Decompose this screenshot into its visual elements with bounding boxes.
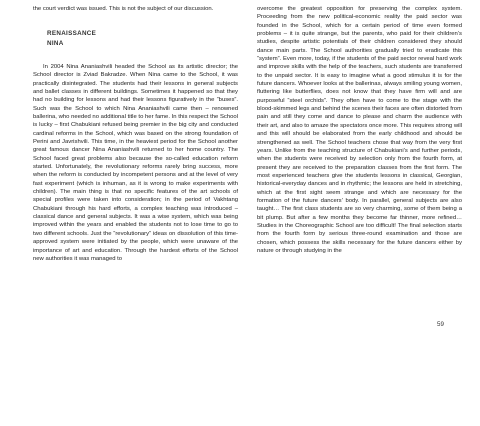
left-opening-paragraph: the court verdict was issued. This is not the subject of our discussion. bbox=[33, 6, 214, 12]
right-column bbox=[257, 5, 462, 255]
left-body-paragraph: In 2004 Nina Ananiashvili headed the School as its artistic director; the School director is Zviad Bakradze. When Nina came to the School, it was practically disintegrated. The students had their lessons in general subjects and ballet classes in different buildings. Sometimes it happened so that they had no building for lessons and had their lessons figuratively in the “buses”. Such was the School to which Nina Ananiashvili came then – renowned ballerina, who needed no additional title to her fame. In this respect the School is lucky – first Chabukiani refused being premier in the big city and conducted cardinal reforms in the School, which was based on the strong foundation of Perini and Javrishvili. This time, in the heaviest period for the School another great famous dancer Nina Ananiashvili returned to her home country. The School faced great problems also because the so-called education reform started. Unfortunately, the revolutionary reforms rarely bring success, more when the reform is conducted by incompetent persons and at the level of very fast experiment (which is inhuman, as it is wrong to make experiments with children). The main thing is that no specific features of the art schools of special profiles were taken into consideration; in the period of Vakhtang Chabukiani through his hard efforts, a complex teaching was introduced – classical dance and general subjects. It was a wise system, which was being improved within the years and enabled the students not to lose time to go to two different schools. Just the “revolutionary” ideas on dissolution of this time-approved system were initiated by the people, which were unaware of the importance of art and education. Through the hardest efforts of the School new authorities it was managed to bbox=[33, 63, 238, 262]
page-number: 59 bbox=[437, 321, 444, 328]
left-column bbox=[33, 5, 238, 263]
section-heading-line-1: RENAISSANCE bbox=[47, 30, 97, 38]
section-heading bbox=[33, 29, 238, 49]
right-body-paragraph: overcome the greatest opposition for preserving the complex system. Proceeding from the new political-economic reality the paid sector was founded in the School, which for a certain period of time even formed problems – it is quite strange, but the parents, who paid for their children’s studies, despite artistic potentials of their children considered they should dance main parts. The School authorities gradually tried to eradicate this “system”. Even more, today, if the students of the paid sector reveal hard work and improve skills with the help of the teachers, such students are transferred to the unpaid sector. It is easy to imagine what a good stimulus it is for the future dancers. Whoever looks at the ballerinas, always smiling young women, fluttering like butterflies, does not know that they have firm will and are purposeful “steel orchids”. They often have to come to the stage with the blood-skimmed legs and behind the scenes their faces are often distorted from pain and still they come and dance to please and charm the audience with their art, and also to amaze the spectators once more. This requires strong will and this will should be elaborated from the early childhood and should be strengthened as well. The School teachers chose that way from the very first years. Unlike from the teaching structure of Chabukiani’s and further periods, when the students were received by selection only from the fourth form, at present they are received to the preparation classes from the first form. The most experienced teachers give the students lessons in classical, Georgian, historical-everyday dances and in rhythmic; the lessons are held in stretching, which at the first sight seem strange and which are necessary for the formation of the future dancers’ body. In parallel, general subjects are also taught… The first class students are so very charming, some of them being a bit plump. But after a few months they become far thinner, more refined… Studies in the Choreographic School are too difficult! The final selection starts from the fourth form by serious three-round examination and those are chosen, which possess the skills necessary for the future dancers either by nature or through studying in the bbox=[257, 6, 462, 254]
section-heading-line-2: NINA bbox=[47, 40, 64, 48]
